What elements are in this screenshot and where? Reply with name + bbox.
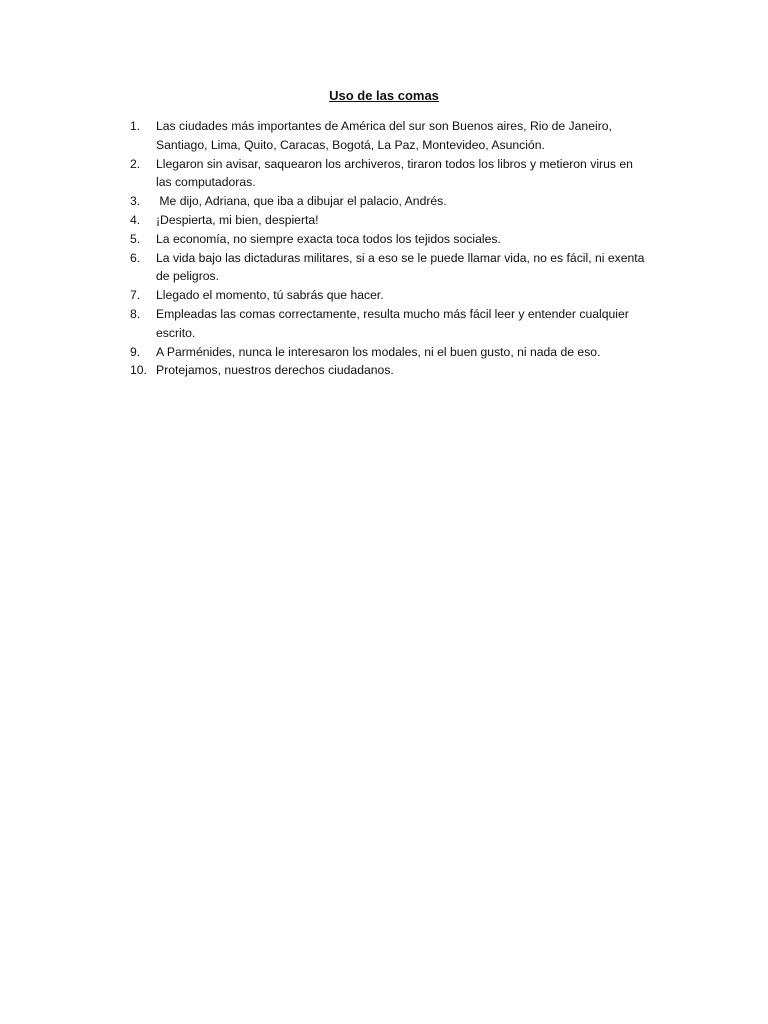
list-item-text: Protejamos, nuestros derechos ciudadanos. — [156, 363, 394, 378]
list-item-number: 2. — [130, 156, 141, 171]
list-item-number: 4. — [130, 212, 141, 227]
list-item-text: La economía, no siempre exacta toca todos los tejidos sociales. — [156, 231, 501, 246]
list-item — [130, 211, 650, 230]
list-item-text: La vida bajo las dictaduras militares, si a eso se le puede llamar vida, no es fácil, ni exenta de peligros. — [156, 250, 645, 284]
list-item-text: A Parménides, nunca le interesaron los modales, ni el buen gusto, ni nada de eso. — [156, 344, 601, 359]
list-item-text: Las ciudades más importantes de América del sur son Buenos aires, Rio de Janeiro, Santiago, Lima, Quito, Caracas, Bogotá, La Paz, Montevideo, Asunción. — [156, 119, 612, 152]
list-item — [130, 305, 650, 343]
sentence-list — [130, 117, 650, 380]
list-item-text: Empleadas las comas correctamente, resulta mucho más fácil leer y entender cualquier escrito. — [156, 306, 629, 340]
list-item — [130, 361, 650, 380]
list-item-number: 3. — [130, 194, 141, 209]
list-item-number: 7. — [130, 288, 141, 303]
list-item-text: Me dijo, Adriana, que iba a dibujar el palacio, Andrés. — [156, 194, 447, 209]
list-item-text: Llegado el momento, tú sabrás que hacer. — [156, 288, 384, 303]
list-item — [130, 230, 650, 249]
list-item — [130, 155, 650, 193]
list-item — [130, 117, 650, 155]
list-item — [130, 343, 650, 362]
list-item-number: 10. — [130, 363, 147, 378]
list-item-number: 9. — [130, 344, 141, 359]
list-item-number: 1. — [130, 119, 141, 133]
list-item-number: 8. — [130, 306, 141, 321]
list-item — [130, 286, 650, 305]
list-item-number: 6. — [130, 250, 141, 265]
list-item — [130, 192, 650, 211]
document-title: Uso de las comas — [329, 88, 439, 103]
list-item-number: 5. — [130, 231, 141, 246]
list-item-text: Llegaron sin avisar, saquearon los archiveros, tiraron todos los libros y metieron virus en las computadoras. — [156, 156, 633, 190]
list-item-text: ¡Despierta, mi bien, despierta! — [156, 212, 319, 227]
list-item — [130, 249, 650, 287]
